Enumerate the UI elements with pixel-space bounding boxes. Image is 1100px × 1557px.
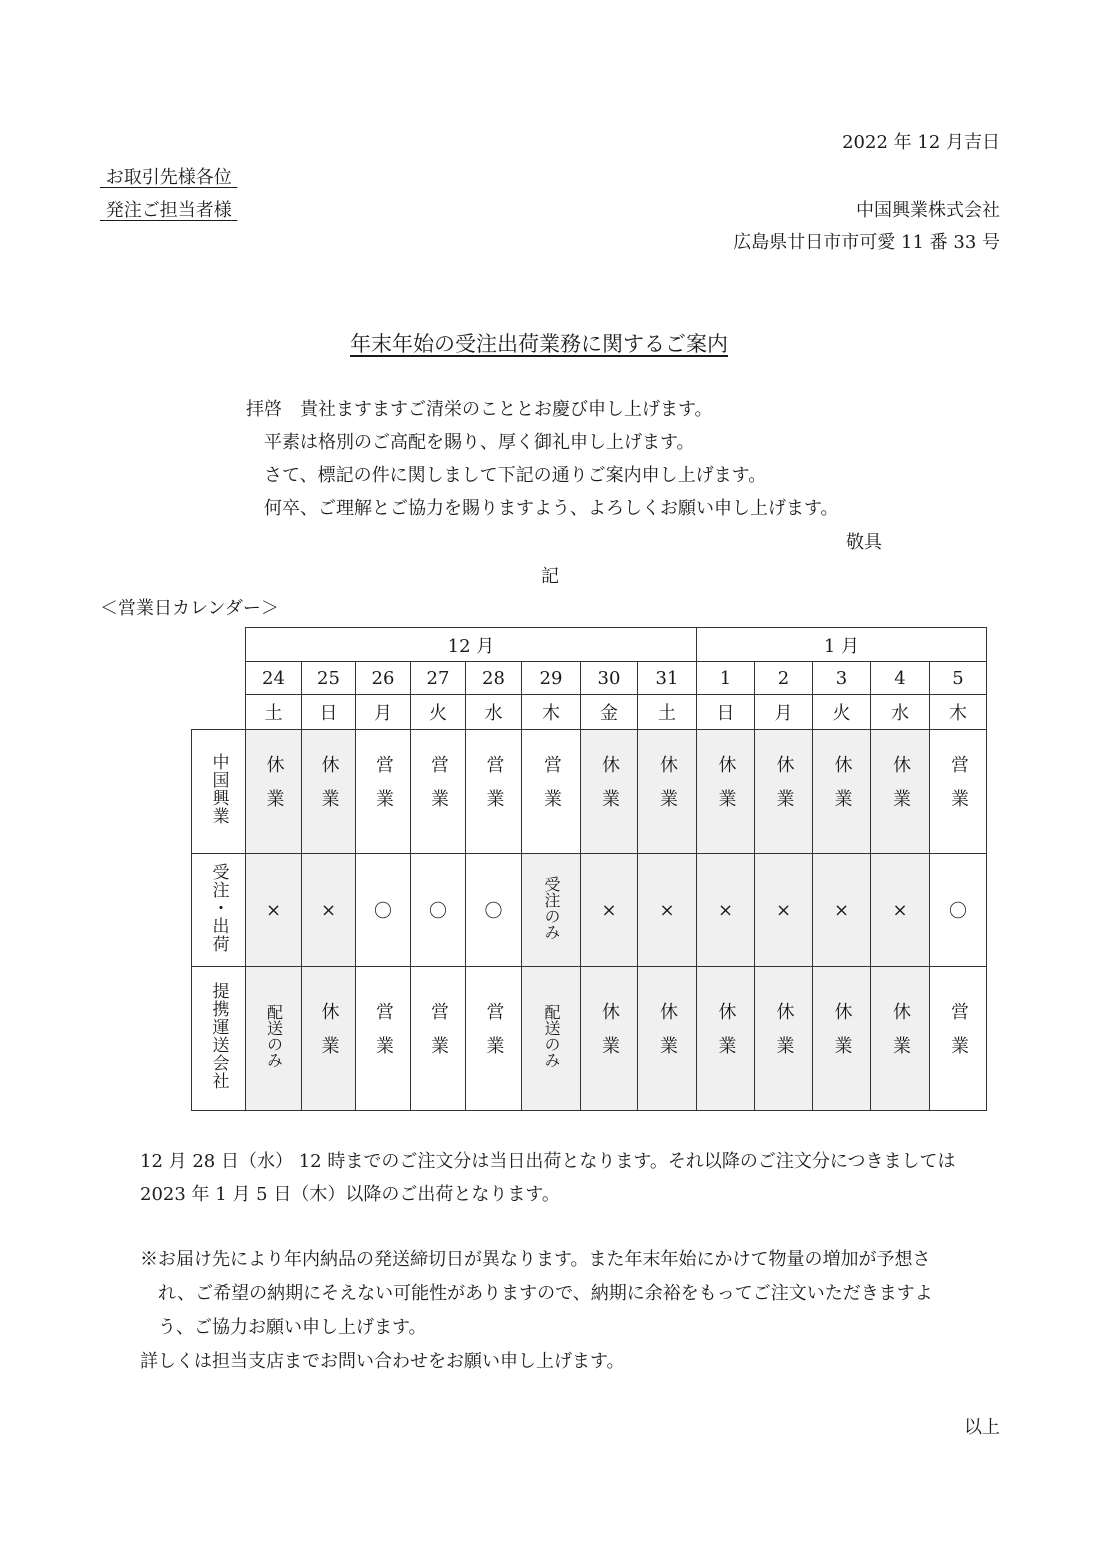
status-cell bbox=[813, 854, 871, 967]
status-text: × bbox=[601, 899, 617, 921]
status-text: 受注のみ bbox=[542, 875, 561, 940]
status-cell bbox=[755, 967, 813, 1111]
recipient-line-2 bbox=[100, 199, 237, 223]
status-text: × bbox=[717, 899, 734, 921]
day-number: 3 bbox=[813, 662, 871, 695]
weekday: 土 bbox=[246, 695, 302, 730]
notice-line: 2023 年 1 月 5 日（木）以降のご出荷となります。 bbox=[140, 1184, 560, 1205]
day-number: 4 bbox=[871, 662, 930, 695]
day-number: 5 bbox=[930, 662, 987, 695]
status-text: × bbox=[775, 899, 792, 921]
status-cell bbox=[522, 967, 581, 1111]
status-text: 休業 bbox=[657, 755, 678, 823]
status-cell bbox=[522, 730, 581, 854]
status-cell bbox=[871, 967, 930, 1111]
status-cell bbox=[411, 730, 466, 854]
corner-blank bbox=[192, 628, 246, 662]
remark-line: 詳しくは担当支店までお問い合わせをお願い申し上げます。 bbox=[140, 1351, 625, 1372]
status-text: 休業 bbox=[890, 755, 911, 823]
day-number: 25 bbox=[302, 662, 356, 695]
sender-company: 中国興業株式会社 bbox=[856, 200, 1000, 221]
row-label-chugoku-kogyo bbox=[192, 730, 246, 854]
weekday: 水 bbox=[466, 695, 522, 730]
day-number: 31 bbox=[638, 662, 697, 695]
weekday: 水 bbox=[871, 695, 930, 730]
status-cell bbox=[638, 967, 697, 1111]
day-number: 28 bbox=[466, 662, 522, 695]
weekday: 火 bbox=[411, 695, 466, 730]
status-text: × bbox=[320, 899, 337, 921]
row-label-order-shipping bbox=[192, 854, 246, 967]
status-text: 〇 bbox=[949, 901, 967, 922]
weekday: 土 bbox=[638, 695, 697, 730]
day-number: 29 bbox=[522, 662, 581, 695]
day-number: 26 bbox=[356, 662, 411, 695]
status-text: 休業 bbox=[318, 755, 340, 823]
status-text: 休業 bbox=[831, 1002, 853, 1070]
status-text: × bbox=[892, 899, 908, 921]
month-header-december: 12 月 bbox=[246, 628, 697, 662]
status-cell bbox=[930, 967, 987, 1111]
weekday: 月 bbox=[755, 695, 813, 730]
status-cell bbox=[755, 730, 813, 854]
status-text: 休業 bbox=[599, 755, 620, 823]
status-text: 〇 bbox=[429, 901, 447, 922]
weekday: 日 bbox=[697, 695, 755, 730]
status-text: × bbox=[833, 899, 850, 921]
recipient-2-text: 発注ご担当者様 bbox=[105, 200, 232, 221]
greeting-line: 平素は格別のご高配を賜り、厚く御礼申し上げます。 bbox=[264, 432, 695, 453]
status-cell bbox=[356, 730, 411, 854]
status-cell bbox=[246, 854, 302, 967]
day-number: 30 bbox=[581, 662, 638, 695]
corner-blank bbox=[192, 662, 246, 695]
status-cell bbox=[871, 730, 930, 854]
status-cell bbox=[302, 854, 356, 967]
status-text: 休業 bbox=[599, 1002, 620, 1070]
row-label-partner-carrier bbox=[192, 967, 246, 1111]
status-text: 営業 bbox=[373, 1002, 394, 1070]
weekday: 日 bbox=[302, 695, 356, 730]
greeting-line: 拝啓 貴社ますますご清栄のこととお慶び申し上げます。 bbox=[246, 399, 713, 420]
status-cell bbox=[466, 854, 522, 967]
closing-keigu: 敬具 bbox=[846, 532, 882, 553]
status-cell bbox=[755, 854, 813, 967]
status-cell bbox=[930, 854, 987, 967]
status-text: × bbox=[659, 899, 675, 921]
status-text: × bbox=[265, 899, 282, 921]
day-number: 24 bbox=[246, 662, 302, 695]
status-text: 営業 bbox=[373, 755, 394, 823]
status-text: 休業 bbox=[715, 755, 737, 823]
document-date: 2022 年 12 月吉日 bbox=[842, 132, 1000, 153]
document-title: 年末年始の受注出荷業務に関するご案内 bbox=[350, 332, 728, 356]
day-number: 27 bbox=[411, 662, 466, 695]
recipient-1-text: お取引先様各位 bbox=[105, 167, 232, 188]
status-text: 〇 bbox=[484, 901, 503, 922]
status-text: 営業 bbox=[428, 1002, 449, 1070]
status-cell bbox=[356, 967, 411, 1111]
status-cell bbox=[930, 730, 987, 854]
status-cell bbox=[411, 854, 466, 967]
status-cell bbox=[522, 854, 581, 967]
greeting-line: 何卒、ご理解とご協力を賜りますよう、よろしくお願い申し上げます。 bbox=[264, 498, 839, 519]
status-cell bbox=[697, 730, 755, 854]
status-cell bbox=[466, 967, 522, 1111]
status-cell bbox=[813, 967, 871, 1111]
status-text: 営業 bbox=[428, 755, 449, 823]
status-text: 休業 bbox=[715, 1002, 737, 1070]
closing-ijou: 以上 bbox=[964, 1417, 1000, 1438]
ki-mark: 記 bbox=[541, 566, 559, 587]
weekday: 金 bbox=[581, 695, 638, 730]
weekday: 木 bbox=[930, 695, 987, 730]
status-text: 休業 bbox=[773, 755, 795, 823]
status-cell bbox=[581, 854, 638, 967]
weekday: 月 bbox=[356, 695, 411, 730]
notice-line: 12 月 28 日（水） 12 時までのご注文分は当日出荷となります。それ以降のご注文分につきましては bbox=[140, 1151, 956, 1172]
weekday: 火 bbox=[813, 695, 871, 730]
greeting-line: さて、標記の件に関しまして下記の通りご案内申し上げます。 bbox=[264, 465, 767, 486]
row-label-text: 中国興業 bbox=[208, 753, 229, 825]
status-cell bbox=[246, 730, 302, 854]
status-cell bbox=[246, 967, 302, 1111]
status-text: 配送のみ bbox=[542, 1004, 561, 1068]
business-day-calendar bbox=[191, 627, 987, 1111]
status-cell bbox=[356, 854, 411, 967]
status-text: 休業 bbox=[263, 755, 285, 823]
weekday: 木 bbox=[522, 695, 581, 730]
status-cell bbox=[581, 730, 638, 854]
sender-address: 広島県廿日市市可愛 11 番 33 号 bbox=[733, 232, 1000, 253]
status-text: 営業 bbox=[541, 755, 562, 823]
status-text: 配送のみ bbox=[264, 1004, 284, 1068]
status-cell bbox=[302, 730, 356, 854]
status-text: 休業 bbox=[831, 755, 853, 823]
recipient-line-1 bbox=[100, 166, 237, 190]
status-text: 営業 bbox=[948, 755, 969, 823]
status-text: 営業 bbox=[483, 755, 505, 823]
status-text: 営業 bbox=[948, 1002, 969, 1070]
status-text: 休業 bbox=[773, 1002, 795, 1070]
status-cell bbox=[638, 854, 697, 967]
month-header-january: 1 月 bbox=[697, 628, 987, 662]
status-text: 営業 bbox=[483, 1002, 505, 1070]
remark-line: れ、ご希望の納期にそえない可能性がありますので、納期に余裕をもってご注文いただきますよ bbox=[158, 1283, 933, 1304]
status-text: 〇 bbox=[374, 901, 392, 922]
remark-line: う、ご協力お願い申し上げます。 bbox=[158, 1317, 427, 1338]
status-cell bbox=[871, 854, 930, 967]
row-label-text: 受注・出荷 bbox=[208, 862, 229, 953]
status-cell bbox=[697, 854, 755, 967]
status-cell bbox=[302, 967, 356, 1111]
status-text: 休業 bbox=[657, 1002, 678, 1070]
row-label-text: 提携運送会社 bbox=[208, 982, 229, 1090]
corner-blank bbox=[192, 695, 246, 730]
day-number: 1 bbox=[697, 662, 755, 695]
calendar-heading: ＜営業日カレンダー＞ bbox=[100, 598, 279, 619]
status-cell bbox=[411, 967, 466, 1111]
day-number: 2 bbox=[755, 662, 813, 695]
status-cell bbox=[697, 967, 755, 1111]
status-text: 休業 bbox=[890, 1002, 911, 1070]
status-cell bbox=[638, 730, 697, 854]
status-cell bbox=[813, 730, 871, 854]
remark-line: ※お届け先により年内納品の発送締切日が異なります。また年末年始にかけて物量の増加が予想さ bbox=[140, 1249, 931, 1270]
status-cell bbox=[466, 730, 522, 854]
status-text: 休業 bbox=[318, 1002, 340, 1070]
status-cell bbox=[581, 967, 638, 1111]
